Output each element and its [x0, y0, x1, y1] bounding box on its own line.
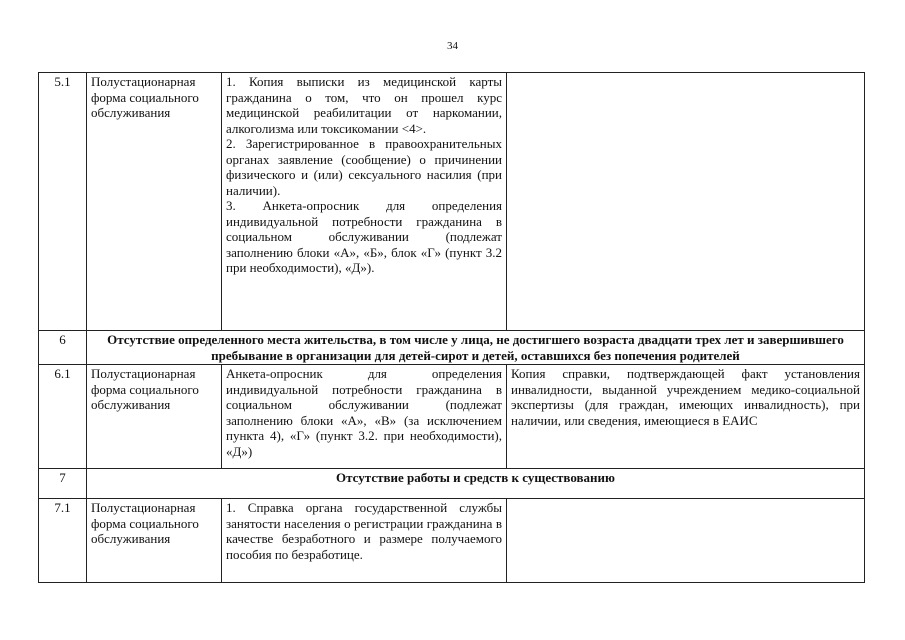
- row-number: 6: [39, 331, 87, 365]
- service-form: Полустационарная форма социального обслуживания: [87, 365, 222, 469]
- required-documents: [222, 73, 507, 331]
- additional-documents: Копия справки, подтверждающей факт установления инвалидности, выданной учреждением медико-социальной экспертизы (для граждан, имеющих инвалидность), при наличии, или сведения, имеющиеся в ЕАИС: [507, 365, 865, 469]
- additional-documents: [507, 499, 865, 583]
- service-form: Полустационарная форма социального обслуживания: [87, 73, 222, 331]
- services-table: [38, 72, 865, 583]
- table-row-7-1: [39, 499, 865, 583]
- document-item-3: 3. Анкета-опросник для определения индивидуальной потребности гражданина в социальном обслуживании (подлежат заполнению блоки «А», «Б», блок «Г» (пункт 3.2 при необходимости), «Д»).: [226, 198, 502, 275]
- row-number: 7: [39, 469, 87, 499]
- required-documents: Анкета-опросник для определения индивидуальной потребности гражданина в социальном обслуживании (подлежат заполнению блоки «А», «В» (за исключением пункта 4), «Г» (пункт 3.2. при необходимости), «Д»): [222, 365, 507, 469]
- section-heading: Отсутствие работы и средств к существованию: [87, 469, 865, 499]
- document-item-1: 1. Копия выписки из медицинской карты гражданина о том, что он прошел курс медицинской реабилитации от наркомании, алкоголизма или токсикомании <4>.: [226, 74, 502, 136]
- section-heading: Отсутствие определенного места жительства, в том числе у лица, не достигшего возраста двадцати трех лет и завершившего пребывание в организации для детей-сирот и детей, оставшихся без попечения родителей: [87, 331, 865, 365]
- table-row-5-1: [39, 73, 865, 331]
- table-row-6-1: [39, 365, 865, 469]
- row-number: 5.1: [39, 73, 87, 331]
- row-number: 7.1: [39, 499, 87, 583]
- table-row-7: [39, 469, 865, 499]
- document-item-2: 2. Зарегистрированное в правоохранительных органах заявление (сообщение) о причинении физического и (или) сексуального насилия (при наличии).: [226, 136, 502, 198]
- page-number: 34: [447, 40, 458, 52]
- table-row-6: [39, 331, 865, 365]
- service-form: Полустационарная форма социального обслуживания: [87, 499, 222, 583]
- required-documents: 1. Справка органа государственной службы занятости населения о регистрации гражданина в качестве безработного и размере получаемого пособия по безработице.: [222, 499, 507, 583]
- additional-documents: [507, 73, 865, 331]
- row-number: 6.1: [39, 365, 87, 469]
